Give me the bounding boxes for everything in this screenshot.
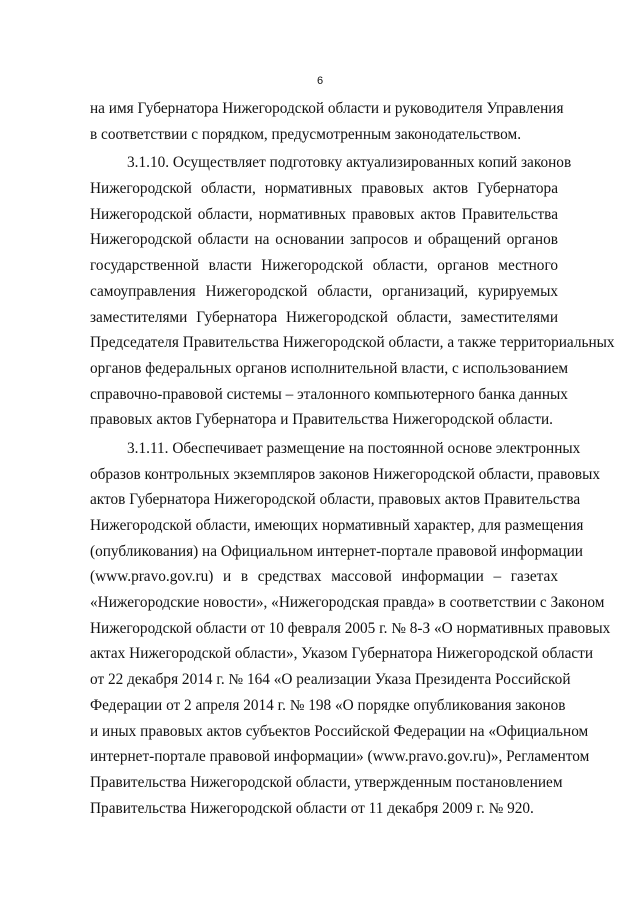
text-line: актах Нижегородской области», Указом Губернатора Нижегородской области xyxy=(90,645,594,663)
text-line: Нижегородской области от 10 февраля 2005 г. № 8-З «О нормативных правовых xyxy=(90,619,611,637)
text-line: в соответствии с порядком, предусмотренным законодательством. xyxy=(90,125,522,143)
text-line: государственной власти Нижегородской области, органов местного xyxy=(90,257,558,275)
paragraph-3-1-10 xyxy=(90,150,615,433)
text-line: Нижегородской области, нормативных правовых актов Губернатора xyxy=(90,180,558,198)
text-line: актов Губернатора Нижегородской области, правовых актов Правительства xyxy=(90,491,581,509)
document-body xyxy=(90,96,615,821)
text-line: на имя Губернатора Нижегородской области и руководителя Управления xyxy=(90,100,564,117)
text-line: Правительства Нижегородской области от 11 декабря 2009 г. № 920. xyxy=(90,799,534,817)
text-line: (опубликования) на Официальном интернет-портале правовой информации xyxy=(90,542,583,560)
text-line: и иных правовых актов субъектов Российской Федерации на «Официальном xyxy=(90,722,589,740)
text-line: интернет-портале правовой информации» (www.pravo.gov.ru)», Регламентом xyxy=(90,748,590,766)
text-line: самоуправления Нижегородской области, организаций, курируемых xyxy=(90,282,558,300)
text-line: от 22 декабря 2014 г. № 164 «О реализации Указа Президента Российской xyxy=(90,671,571,689)
text-line: Нижегородской области на основании запросов и обращений органов xyxy=(90,231,558,249)
text-line: Нижегородской области, нормативных правовых актов Правительства xyxy=(90,205,558,223)
text-line: правовых актов Губернатора и Правительства Нижегородской области. xyxy=(90,411,553,429)
paragraph-intro xyxy=(90,96,564,147)
text-line: 3.1.11. Обеспечивает размещение на постоянной основе электронных xyxy=(127,439,581,457)
text-line: Председателя Правительства Нижегородской области, а также территориальных xyxy=(90,334,615,352)
text-line: Правительства Нижегородской области, утвержденным постановлением xyxy=(90,773,563,791)
text-line: 3.1.10. Осуществляет подготовку актуализированных копий законов xyxy=(127,154,572,172)
text-line: образов контрольных экземпляров законов Нижегородской области, правовых xyxy=(90,465,601,483)
text-line: Нижегородской области, имеющих нормативный характер, для размещения xyxy=(90,517,584,534)
text-line: заместителями Губернатора Нижегородской области, заместителями xyxy=(90,308,558,326)
paragraph-3-1-11 xyxy=(90,436,611,821)
text-line: «Нижегородские новости», «Нижегородская правда» в соответствии с Законом xyxy=(90,594,605,612)
text-line: справочно-правовой системы – эталонного компьютерного банка данных xyxy=(90,385,568,403)
text-line: органов федеральных органов исполнительной власти, с использованием xyxy=(90,359,569,377)
text-line: Федерации от 2 апреля 2014 г. № 198 «О порядке опубликования законов xyxy=(90,696,566,714)
text-line: (www.pravo.gov.ru) и в средствах массовой информации – газетах xyxy=(90,568,558,586)
page-number: 6 xyxy=(316,75,324,87)
